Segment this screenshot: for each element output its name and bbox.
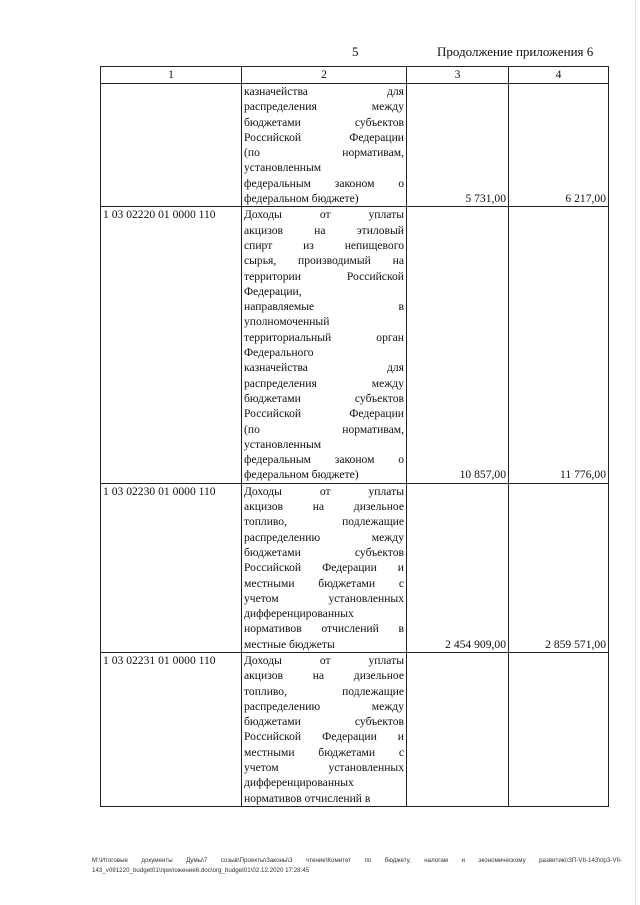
description-line: бюджетами субъектов [244,715,404,729]
description-line: Федерации, [244,284,302,298]
description-line: распределения между [244,376,404,390]
footer-file-path: M:\Итоговые документы Думы\7 созыв\Проекты\Законы\3 чтение\Комитет по бюджету, налогам и экономическому развитию\ЗП-VII-143\пр3-VII-143_v091220_budget01\приложение6.doc\org_budget01\02.12.2020 17:28:45 [92,857,622,874]
revenue-code-cell: 1 03 02220 01 0000 110 [101,207,242,483]
description-line: сырья, производимый на [244,254,404,268]
description-line: нормативов отчислений в [244,622,404,636]
column-header-1: 1 [101,67,242,84]
amount-column-4-cell: 11 776,00 [509,207,609,483]
description-line: акцизов на дизельное [244,500,404,514]
description-line: дифференцированных [244,776,354,790]
description-line: спирт из непищевого [244,238,404,252]
description-line: дифференцированных [244,607,354,621]
description-line: уполномоченный [244,315,330,329]
description-line: Федерального [244,346,314,360]
table-row [101,483,609,652]
amount-column-4-cell: 6 217,00 [509,84,609,207]
revenue-description-cell [242,652,407,806]
description-line: распределению между [244,699,404,713]
amount-column-3-cell [407,652,509,806]
description-line: (по нормативам, [244,422,404,436]
revenue-code-cell: 1 03 02230 01 0000 110 [101,483,242,652]
description-line: акцизов на дизельное [244,669,404,683]
column-header-2: 2 [242,67,407,84]
description-line: установленным [244,437,322,451]
description-line: распределению между [244,530,404,544]
amount-column-4-cell [509,652,609,806]
description-line: распределения между [244,100,404,114]
description-line: местными бюджетами с [244,745,404,759]
description-line: федеральном бюджете) [244,192,359,206]
description-line: нормативов отчислений в [244,791,371,805]
description-line: Российской Федерации [244,130,404,144]
column-header-3: 3 [407,67,509,84]
column-header-4: 4 [509,67,609,84]
table-body [101,84,609,807]
description-line: Российской Федерации и [244,730,404,744]
description-line: местные бюджеты [244,637,335,651]
description-line: территории Российской [244,269,404,283]
description-line: топливо, подлежащие [244,684,404,698]
description-line: Доходы от уплаты [244,484,404,498]
description-line: учетом установленных [244,591,404,605]
description-line: направляемые в [244,300,404,314]
description-line: акцизов на этиловый [244,223,404,237]
description-line: местными бюджетами с [244,576,404,590]
description-line: Российской Федерации [244,407,404,421]
scan-edge-line [635,0,636,905]
description-line: (по нормативам, [244,146,404,160]
revenue-description-cell [242,207,407,483]
description-line: федеральным законом о [244,453,404,467]
description-line: установленным [244,161,322,175]
amount-column-3-cell: 2 454 909,00 [407,483,509,652]
description-line: федеральным законом о [244,176,404,190]
description-line: бюджетами субъектов [244,545,404,559]
amount-column-3-cell: 5 731,00 [407,84,509,207]
table-row [101,652,609,806]
description-line: федеральном бюджете) [244,468,359,482]
description-line: Доходы от уплаты [244,653,404,667]
table-row [101,84,609,207]
description-line: бюджетами субъектов [244,391,404,405]
description-line: Доходы от уплаты [244,208,404,222]
description-line: топливо, подлежащие [244,515,404,529]
revenue-description-cell [242,84,407,207]
description-line: Российской Федерации и [244,561,404,575]
revenue-code-cell [101,84,242,207]
page-number: 5 [352,44,359,59]
table-row [101,207,609,483]
amount-column-4-cell: 2 859 571,00 [509,483,609,652]
table-header [101,67,609,84]
description-line: территориальный орган [244,330,404,344]
revenue-code-cell: 1 03 02231 01 0000 110 [101,652,242,806]
description-line: казначейства для [244,85,404,98]
table-header-row [101,67,609,84]
revenue-description-cell [242,483,407,652]
amount-column-3-cell: 10 857,00 [407,207,509,483]
description-line: учетом установленных [244,761,404,775]
description-line: казначейства для [244,361,404,375]
revenue-table [100,66,609,807]
description-line: бюджетами субъектов [244,115,404,129]
appendix-continuation-label: Продолжение приложения 6 [437,44,594,59]
